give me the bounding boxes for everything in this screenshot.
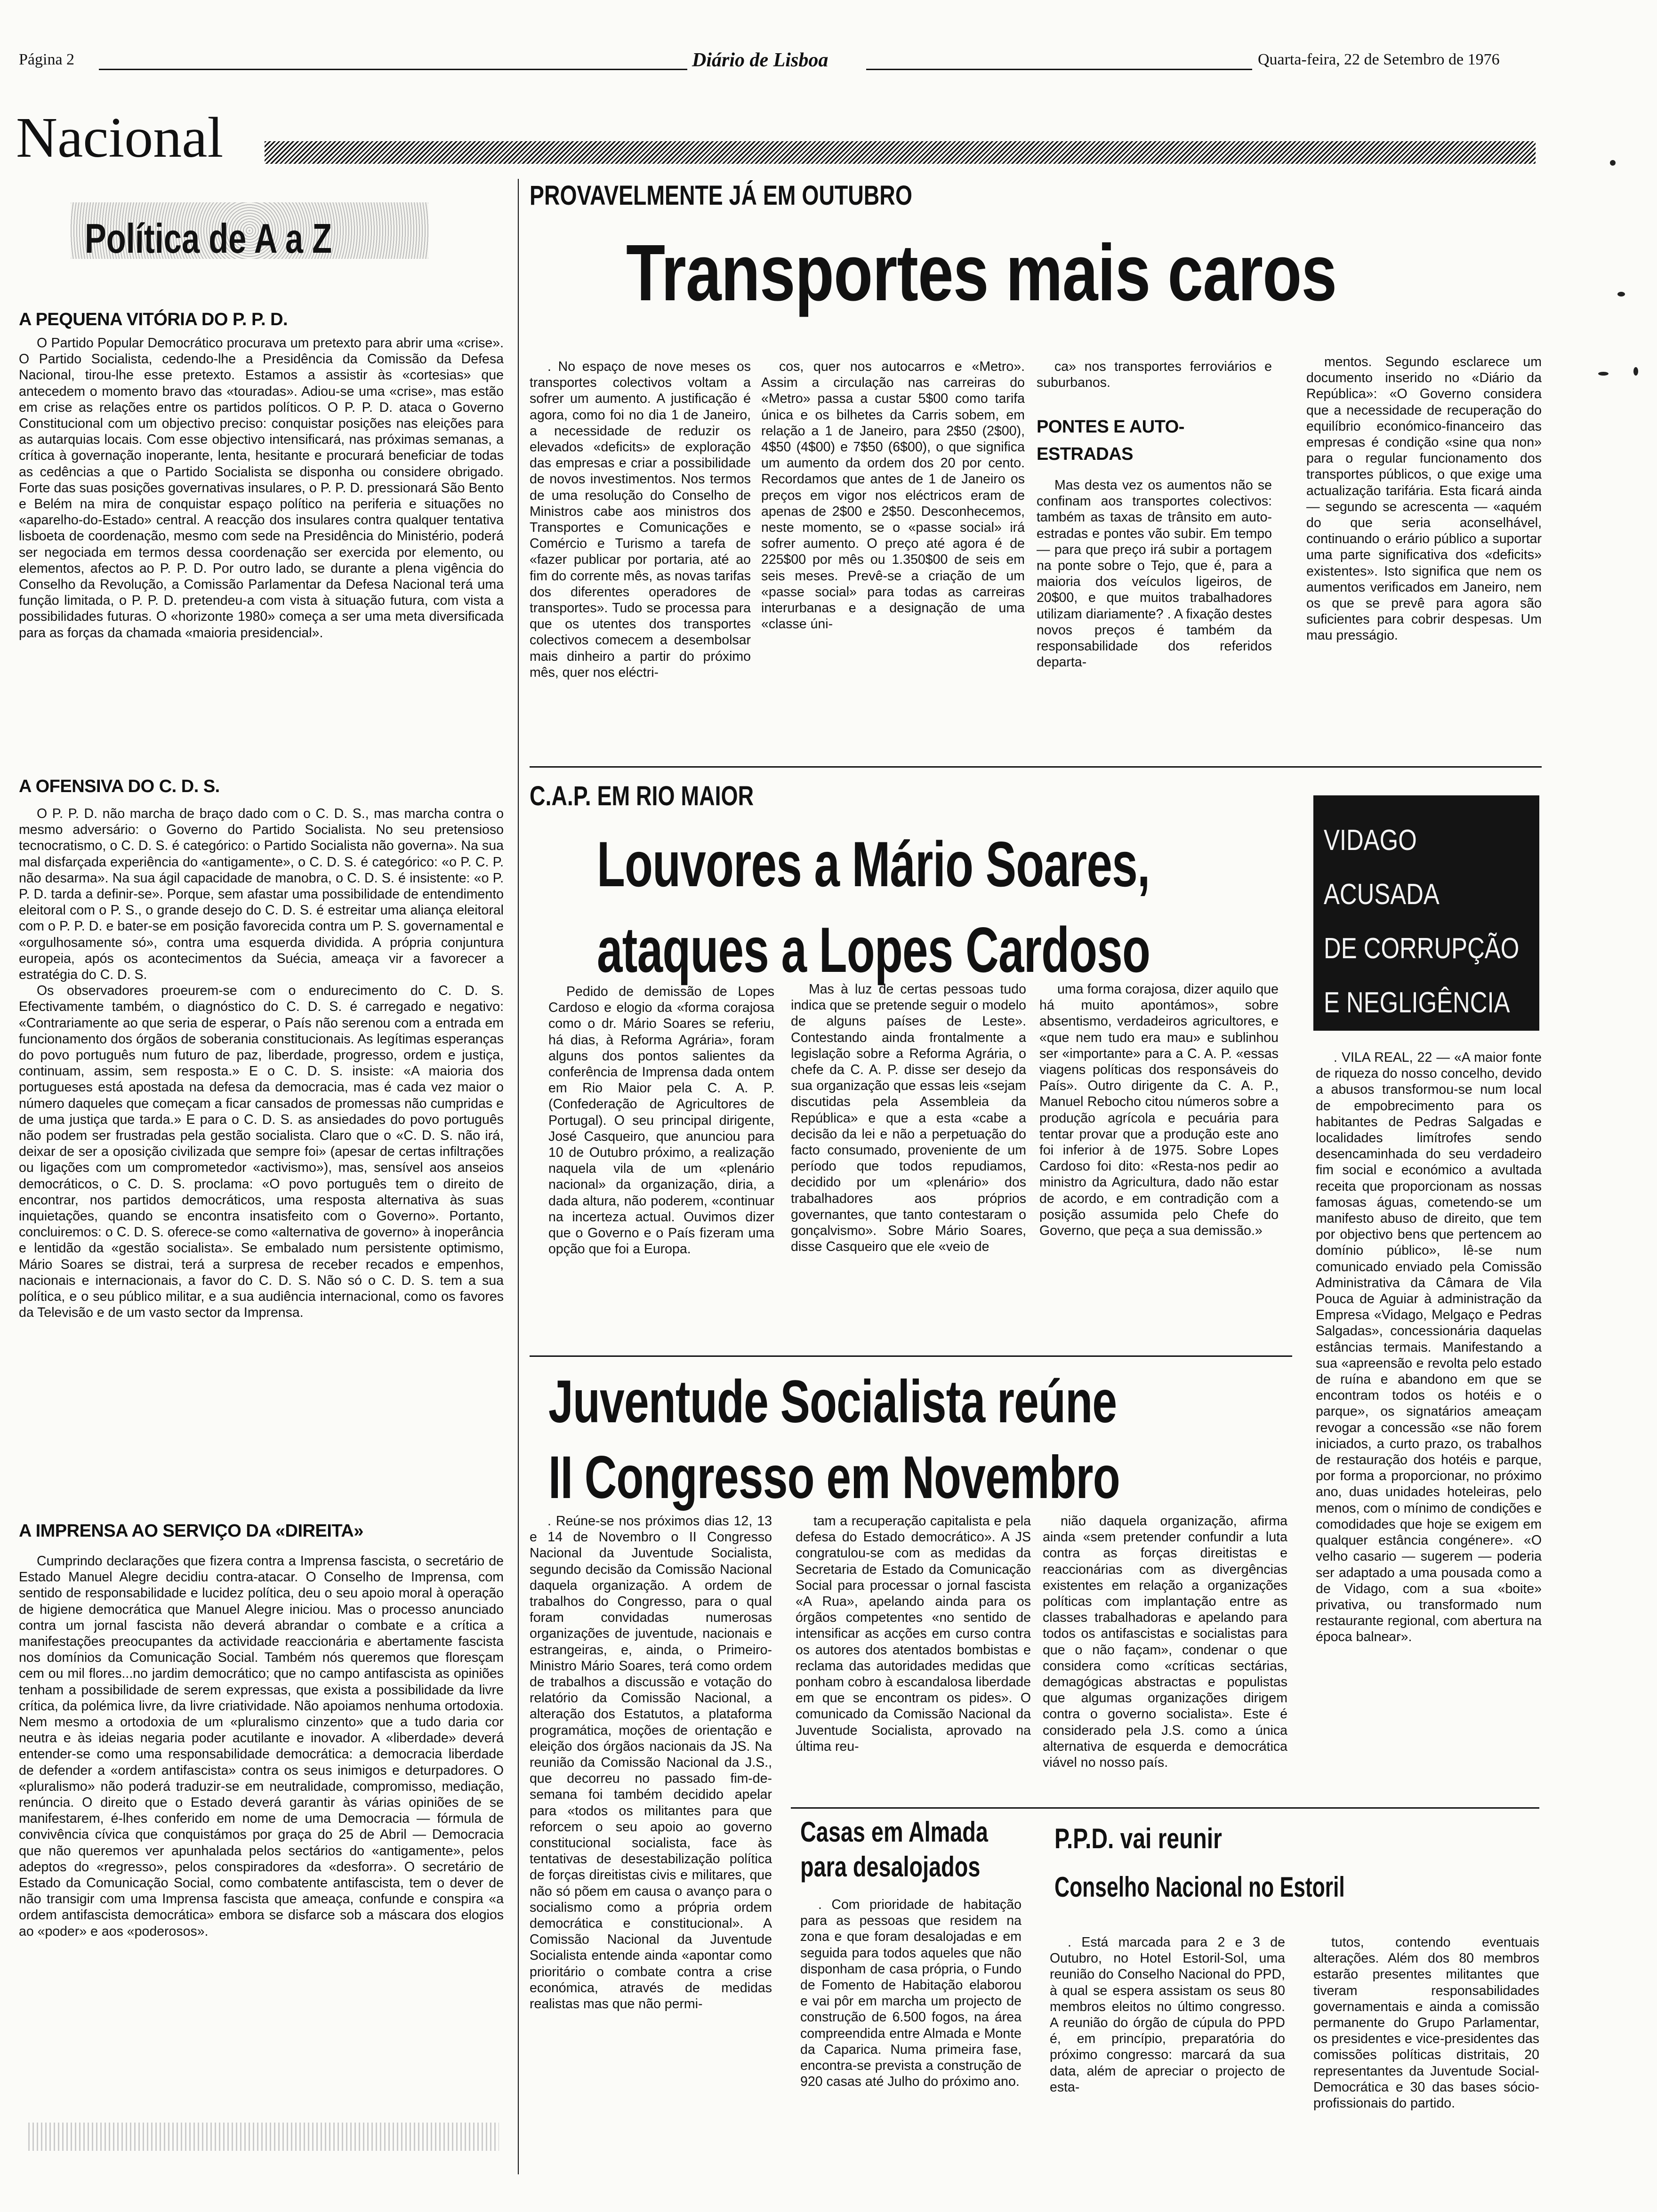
- margin-speck: [1610, 160, 1616, 166]
- transportes-col-3: [1037, 359, 1272, 759]
- vidago-box: [1313, 795, 1539, 1031]
- issue-date: Quarta-feira, 22 de Setembro de 1976: [1258, 51, 1500, 68]
- s2-text: O P. P. D. não marcha de braço dado com o C. D. S., mas marcha contra o mesmo adversário: o Governo do Partido Socialista. No seu pretensioso tecnocratismo, o C. D. S. é categórico: o Partido Socialista não governa». Na sua mal disfarçada experiência do «antigamente», o C. D. S. é categórico: «o P. C. P. não desarma». Na sua ágil capacidade de manobra, o C. D. S. é insistente: «o P. P. D. tarda a definir-se». Porque, sem afastar uma possibilidade de entendimento eleitoral com o P. S., o grande desejo do C. D. S. é estreitar uma aliança eleitoral com o P. P. D. e bater-se em posição favorecida contra um P. S. governamental e «orgulhosamente só», contra uma esquerda dividida. A própria conjuntura europeia, após os acontecimentos da Suécia, ameaça vir a favorecer a estratégia do C. D. S. Os observadores proeurem-se com o endurecimento do C. D. S. Efectivamente também, o diagnóstico do C. D. S. é carregado e negativo: «Contrariamente ao que seria de esperar, o País não serenou com a entrada em funcionamento dos órgãos de soberania constitucionais. As legítimas esperanças do povo português num futuro de paz, liberdade, progresso, ordem e justiça, continuam, assim, sem resposta.» E o C. D. S. insiste: «A maioria dos portugueses está apostada na defesa da democracia, mas é cada vez maior o número daqueles que começam a ficar cansados de promessas não cumpridas e de uma justiça que tarda.» E para o C. D. S. as ansiedades do povo português não podem ser frustradas pela gestão socialista. Claro que o «C. D. S. não irá, deixar de ser a oposição civilizada que sempre foi» (apesar de certas infiltrações ou ligações com um comprometedor «activismo»), mas, sensível aos anseios democráticos, o C. D. S. proclama: «O povo português tem o direito de encontrar, nos partidos democráticos, uma resposta alternativa às suas inquietações, quando se encontra insatisfeito com o Governo». Portanto, concluiremos: o C. D. S. oferece-se como «alternativa de governo» à inoperância e lentidão da «gestão socialista». Se embalado num persistente optimismo, Mário Soares se distrai, terá a surpresa de receber recados e empenhos, nacionais e internacionais, a favor do C. D. S. Não só o C. D. S. tem a sua política, e o seu público militar, e a sua audiência internacional, como os favores da Televisão e de um vasto sector da Imprensa.: [19, 806, 504, 1321]
- vidago-line-1: VIDAGO: [1324, 824, 1417, 857]
- almada-headline-2: para desalojados: [800, 1851, 981, 1883]
- juventude-col-2: tam a recuperação capitalista e pela defesa do Estado democrático». A JS congratulou-se com as medidas da Secretaria de Estado da Comunicação Social para processar o jornal fascista «A Rua», apelando ainda para os órgãos competentes «no sentido de intensificar as acções em curso contra os autores dos atentados bombistas e reclama das autoridades medidas que ponham cobro à escandalosa liberdade em que se encontram os pides». O comunicado da Comissão Nacional da Juventude Socialista, aprovado na última reu-: [796, 1514, 1031, 1754]
- page-number: Página 2: [19, 51, 75, 68]
- transportes-subhead: PONTES E AUTO-ESTRADAS: [1037, 417, 1184, 464]
- divider-juventude: [530, 1355, 1292, 1357]
- divider-lower: [791, 1807, 1539, 1809]
- cap-headline-2: ataques a Lopes Cardoso: [597, 914, 1150, 986]
- juventude-headline-1: Juventude Socialista reúne: [548, 1368, 1117, 1435]
- column-title: Política de A a Z: [85, 215, 332, 262]
- transportes-col-3b: Mas desta vez os aumentos não se confinam aos transportes colectivos: também as taxas de trânsito em auto-estradas e pontes vão subir. Em tempo — para que preço irá subir a portagem na ponte sobre o Tejo, que é, para a maioria dos veículos ligeiros, de 20$00, e que muitos trabalhadores utilizam diariamente? . A fixação destes novos preços é também da responsabilidade dos referidos departa-: [1037, 478, 1272, 670]
- margin-speck: [1617, 292, 1625, 297]
- ppd-col-1: . Está marcada para 2 e 3 de Outubro, no Hotel Estoril-Sol, uma reunião do Conselho Nacional do PPD, à qual se espera assistam os seus 80 membros eleitos no último congresso. A reunião do órgão de cúpula do PPD é, em princípio, preparatória do próximo congresso: marcará da sua data, além de apreciar o projecto de esta-: [1050, 1935, 1285, 2095]
- transportes-kicker: PROVAVELMENTE JÁ EM OUTUBRO: [530, 180, 912, 211]
- left-column-divider: [518, 179, 519, 2174]
- margin-speck: [1598, 372, 1609, 376]
- juventude-col-1: . Reúne-se nos próximos dias 12, 13 e 14 de Novembro o II Congresso Nacional da Juventude Socialista, segundo decisão da Comissão Nacional daquela organização. A ordem de trabalhos do Congresso, para o qual foram convidadas numerosas organizações de juventude, nacionais e estrangeiras, e, ainda, o Primeiro-Ministro Mário Soares, terá como ordem de trabalhos a discussão e votação do relatório da Comissão Nacional, a alteração dos Estatutos, a plataforma programática, moções de orientação e eleição dos órgãos nacionais da JS. Na reunião da Comissão Nacional da J.S., que decorreu no passado fim-de-semana foi também decidido apelar para «todos os militantes para que reforcem o seu apoio ao governo constitucional socialista, face às tentativas de desestabilização política de forças direitistas civis e militares, que não só põem em causa o avanço para o socialismo como a própria ordem democrática e constitucional». A Comissão Nacional da Juventude Socialista entende ainda «apontar como prioritário o combate contra a crise económica, através de medidas realistas mas que não permi-: [530, 1514, 772, 2012]
- ppd-headline-2: Conselho Nacional no Estoril: [1054, 1871, 1345, 1903]
- almada-text: . Com prioridade de habitação para as pessoas que residem na zona e que foram desalojadas e em seguida para todos aqueles que não disponham de casa própria, o Fundo de Fomento de Habitação elaborou e vai pôr em marcha um projecto de construção de 6.500 fogos, na área compreendida entre Almada e Monte da Caparica. Numa primeira fase, encontra-se prevista a construção de 920 casas até Julho do próximo ano.: [800, 1897, 1022, 2090]
- cap-kicker: C.A.P. EM RIO MAIOR: [530, 781, 754, 811]
- s3-heading: A IMPRENSA AO SERVIÇO DA «DIREITA»: [19, 1521, 363, 1541]
- s1-text: O Partido Popular Democrático procurava um pretexto para abrir uma «crise». O Partido Socialista, cedendo-lhe a Presidência da Comissão da Defesa Nacional, tirou-lhe esse pretexto. Estamos a assistir às «cortesias» que antecedem o momento bravo das «touradas». Adiou-se uma «crise», mas estão em crise as relações entre os partidos políticos. O P. P. D. ataca o Governo Constitucional com um objectivo preciso: conquistar posições nas eleições para as autarquias locais. Com esse objectivo intensificará, nas próximas semanas, a crítica à governação inoperante, lenta, hesitante e procurará beneficiar de todas as cedências a que o Partido Socialista se disponha ou considere obrigado. Forte das suas posições governativas insulares, o P. P. D. pressionará São Bento e Belém na mira de conquistar espaço político na periferia e situações no «aparelho-do-Estado» central. A reacção dos insulares contra qualquer tentativa lisboeta de coordenação, mesmo com sede na Presidência do Ministério, poderá ser negociada em termos dessa coordenação ser exercida por elemento, ou elementos, afectos ao P. P. D. Por outro lado, se durante a plena vigência do Conselho da Revolução, a Comissão Parlamentar da Defesa Nacional terá uma função limitada, o P. P. D. pretendeu-a com vista à situação futura, com vista a possibilidades futuras. O «horizonte 1980» começa a ser uma meta diversificada para as forças da chamada «maioria presidencial».: [19, 336, 504, 641]
- masthead: Diário de Lisboa: [692, 49, 828, 71]
- section-title: Nacional: [16, 106, 224, 169]
- vidago-line-2: ACUSADA: [1324, 878, 1440, 911]
- vidago-text: . VILA REAL, 22 — «A maior fonte de riqueza do nosso concelho, devido a abusos transformou-se num local de empobrecimento para os habitantes de Pedras Salgadas e localidades limítrofes sendo desencaminhada do seu verdadeiro fim social e económico a avultada receita que proporcionam as nossas famosas águas, cometendo-se um manifesto abuso de direito, que tem por objectivo bens que pertencem ao domínio público», lê-se num comunicado enviado pela Comissão Administrativa da Câmara de Vila Pouca de Aguiar à administração da Empresa «Vidago, Melgaço e Pedras Salgadas», concessionária daquelas estâncias termais. Manifestando a sua «apreensão e revolta pelo estado de ruína e abandono em que se encontram todos os hotéis e o parque», os signatários ameaçam revogar a concessão «se não forem iniciados, a curto prazo, os trabalhos de restauração dos hotéis e parque, por forma a proporcionar, no próximo ano, duas unidades hoteleiras, pelo menos, com o mínimo de condições e comodidades que hoje se exigem em qualquer estância congénere». «O velho casario — sugerem — poderia ser adaptado a uma pousada como a de Vidago, com a sua «boite» privativa, ou transformado num restaurante regional, com abertura na época balnear».: [1316, 1050, 1542, 1645]
- juventude-col-3: nião daquela organização, afirma ainda «sem pretender confundir a luta contra as forças direitistas e reaccionárias com as divergências existentes em relação a organizações políticas com implantação entre as classes trabalhadoras e apelando para todos os antifascistas e socialistas para que o não façam», condenar o que considera como «críticas sectárias, demagógicas abstractas e populistas que algumas organizações dirigem contra o governo socialista». Este é considerado pela J.S. como a única alternativa de esquerda e democrática viável no nosso país.: [1043, 1514, 1287, 1771]
- s1-heading: A PEQUENA VITÓRIA DO P. P. D.: [19, 310, 288, 329]
- almada-headline-1: Casas em Almada: [800, 1816, 988, 1848]
- transportes-col-3a: ca» nos transportes ferroviários e suburbanos.: [1037, 359, 1272, 391]
- cap-col-1: Pedido de demissão de Lopes Cardoso e elogio da «forma corajosa como o dr. Mário Soares se referiu, há dias, à Reforma Agrária», foram alguns dos pontos salientes da conferência de Imprensa dada ontem em Rio Maior pela C. A. P. (Confederação de Agricultores de Portugal). O seu principal dirigente, José Casqueiro, que anunciou para 10 de Outubro próximo, a realização naquela vila de um «plenário nacional» da organização, diria, a dada altura, não poderem, «continuar na incerteza actual. Ouvimos dizer que o Governo e o País fizeram uma opção que foi a Europa.: [548, 984, 774, 1257]
- s3-text: Cumprindo declarações que fizera contra a Imprensa fascista, o secretário de Estado Manuel Alegre decidiu contra-atacar. O Conselho de Imprensa, com sentido de responsabilidade e lucidez política, deu o seu apoio moral à operação de higiene democrática que Manuel Alegre iniciou. Mas o processo anunciado contra um jornal fascista não deverá abrandar o combate e a crítica a manifestações preocupantes da actividade reaccionária e abertamente fascista nos domínios da Comunicação Social. Também nós queremos que floresçam cem ou mil flores...no jardim democrático; que no campo antifascista as opiniões tenham a possibilidade de serem expressas, que exista a possibilidade da livre crítica, da polémica livre, da livre criatividade. Não apoiamos nenhuma ortodoxia. Nem mesmo a ortodoxia de um «pluralismo cinzento» que a tudo daria cor neutra e às ideias negaria poder acutilante e inovador. A «liberdade» deverá entender-se como uma responsabilidade democrática: a democracia liberdade de defender a «ordem antifascista» contra os seus inimigos e deturpadores. O «pluralismo» não poderá traduzir-se em neutralidade, compromisso, mediação, renúncia. O direito que o Estado deverá garantir às várias opiniões de se manifestarem, é-lhes conferido em nome de uma Democracia — fórmula de convivência cívica que conquistámos por graça do 25 de Abril — Democracia que não queremos ver apunhalada pelos sectários do «antigamente», pelos adeptos do «regresso», pelos conspiradores da «desforra». O secretário de Estado da Comunicação Social, como combatente antifascista, tem o dever de não transigir com uma Imprensa fascista que ameaça, confunde e conspira «a ordem antifascista democrática» embora se disfarce sob a máscara dos elogios ao «poder» e aos «poderosos».: [19, 1554, 504, 1939]
- divider-transportes: [530, 766, 1542, 768]
- transportes-col-2: cos, quer nos autocarros e «Metro». Assim a circulação nas carreiras do «Metro» passa a custar 5$00 como tarifa única e os bilhetes da Carris sobem, em relação a 1 de Janeiro, para 2$50 (2$00), 4$50 (4$00) e 7$50 (6$00), o que significa um aumento da ordem dos 20 por cento. Recordamos que antes de 1 de Janeiro os preços em vigor nos eléctricos eram de apenas de 2$00 e 2$50. Desconhecemos, neste momento, se o «passe social» irá sofrer aumento. O preço até agora é de 225$00 por mês ou 1.350$00 de seis em seis meses. Prevê-se a criação de um «passe social» para todas as carreiras interurbanas e a designação de uma «classe úni-: [761, 359, 1025, 632]
- cap-col-3: uma forma corajosa, dizer aquilo que há muito apontámos», sobre absentismo, verdadeiros agricultores, e «que nem tudo era mau» e sublinhou ser «importante» para a C. A. P. «essas viagens políticas dos responsáveis do País». Outro dirigente da C. A. P., Manuel Rebocho citou números sobre a produção agrícola e pecuária para tentar provar que a produção este ano foi inferior à de 1975. Sobre Lopes Cardoso foi dito: «Resta-nos pedir ao ministro da Agricultura, dado não estar de acordo, e em contradição com a posição assumida pelo Chefe do Governo, que peça a sua demissão.»: [1039, 982, 1279, 1239]
- section-rule: [265, 141, 1536, 164]
- header-rule-left: [99, 69, 687, 70]
- transportes-col-4: mentos. Segundo esclarece um documento inserido no «Diário da República»: «O Governo considera que a necessidade de recuperação do equilíbrio económico-financeiro das empresas é condição «sine qua non» para o regular funcionamento dos transportes públicos, o que exige uma actualização tarifária. Esta ficará ainda — segundo se acrescenta — «aquém do que seria aconselhável, continuando o erário público a suportar uma parte significativa dos «deficits» existentes». Isto significa que nem os aumentos verificados em Janeiro, nem os que se prevê para agora são suficientes para cobrir despesas. Um mau presságio.: [1306, 354, 1542, 643]
- vidago-line-4: E NEGLIGÊNCIA: [1324, 986, 1510, 1019]
- margin-speck: [1633, 367, 1638, 376]
- cap-col-2: Mas à luz de certas pessoas tudo indica que se pretende seguir o modelo de alguns países de Leste». Contestando ainda frontalmente a legislação sobre a Reforma Agrária, o chefe da C. A. P. disse ser desejo da sua organização que essas leis «sejam discutidas pela Assembleia da República» e que a esta «cabe a decisão da lei e não a perpetuação do facto consumado, proveniente de um período que todos repudiamos, decidido por um «plenário» dos trabalhadores aos próprios governantes, que tanto contestaram o gonçalvismo». Sobre Mário Soares, disse Casqueiro que ele «veio de: [791, 982, 1026, 1255]
- juventude-headline-2: II Congresso em Novembro: [548, 1444, 1120, 1511]
- column-logo: [71, 202, 428, 262]
- s2-heading: A OFENSIVA DO C. D. S.: [19, 777, 220, 796]
- header-rule-right: [866, 69, 1252, 70]
- ppd-col-2: tutos, contendo eventuais alterações. Além dos 80 membros estarão presentes militantes que tiveram responsabilidades governamentais e ainda a comissão permanente do Grupo Parlamentar, os presidentes e vice-presidentes das comissões políticas distritais, 20 representantes da Juventude Social-Democrática e 30 das bases sócio-profissionais do partido.: [1313, 1935, 1539, 2111]
- transportes-col-1: . No espaço de nove meses os transportes colectivos voltam a sofrer um aumento. A justificação é agora, como foi no dia 1 de Janeiro, a necessidade de reduzir os elevados «deficits» de exploração das empresas e criar a possibilidade de novos investimentos. Nos termos de uma resolução do Conselho de Ministros cabe aos ministros dos Transportes e Comunicações e Comércio e Turismo a tarefa de «fazer publicar por portaria, até ao fim do corrente mês, as novas tarifas dos diferentes operadores de transportes». Tudo se processa para que os utentes dos transportes colectivos comecem a desembolsar mais dinheiro a partir do próximo mês, quer nos eléctri-: [530, 359, 751, 680]
- vidago-line-3: DE CORRUPÇÃO: [1324, 932, 1520, 965]
- ppd-headline-1: P.P.D. vai reunir: [1054, 1823, 1222, 1854]
- cap-headline-1: Louvores a Mário Soares,: [597, 828, 1150, 900]
- transportes-headline: Transportes mais caros: [626, 228, 1337, 318]
- bottom-texture: [28, 2123, 499, 2151]
